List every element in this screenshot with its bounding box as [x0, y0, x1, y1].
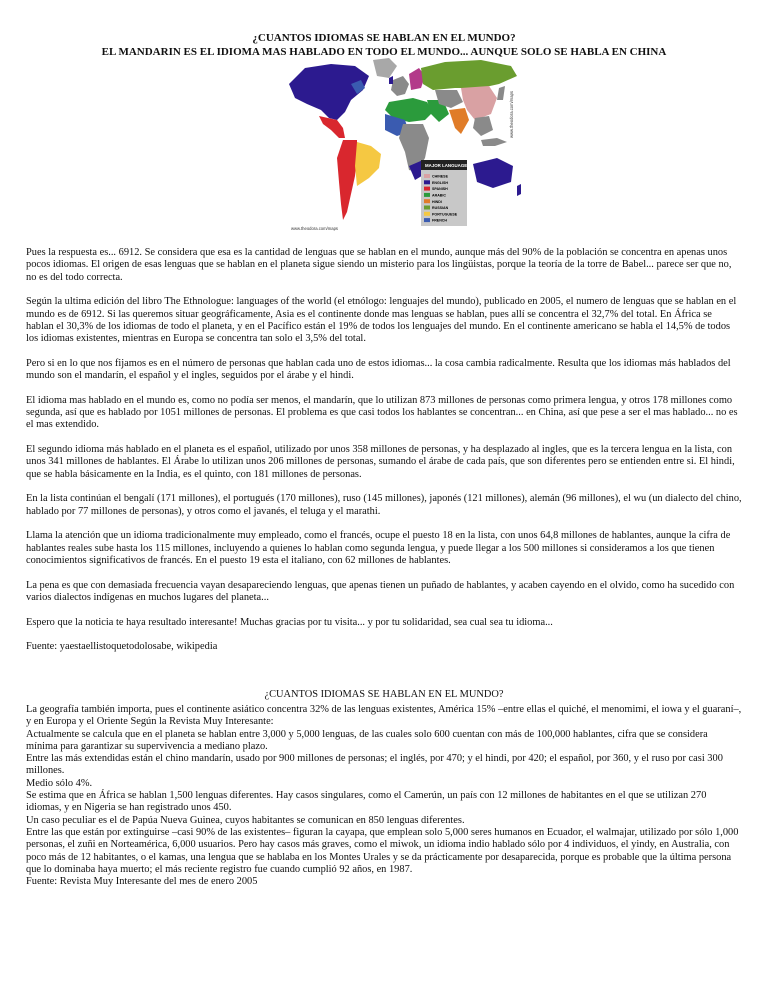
legend-swatch [424, 212, 430, 216]
legend-label: CHINESE [432, 174, 448, 179]
section2-line-6: Un caso peculiar es el de Papúa Nueva Guinea, cuyos habitantes se comunican en 850 lenguas diferentes. [26, 814, 465, 826]
map-legend [421, 160, 470, 226]
map-credit: www.theodora.com/maps [291, 226, 339, 231]
section2-line-4: Medio sólo 4%. [26, 777, 93, 789]
paragraph-1: Pues la respuesta es... 6912. Se considera que esa es la cantidad de lenguas que se hablan en el mundo, aunque más del 90% de la población se concentra en apenas unos pocos idiomas. El origen de esas lenguas que se hablan en el planeta sigue siendo un misterio para los lingüistas, porque la teoría de la torre de Babel... parece ser que no, no es del todo correcta. [26, 247, 732, 283]
section2-source: Fuente: Revista Muy Interesante del mes de enero 2005 [26, 876, 258, 888]
map-region-mexico [319, 116, 345, 138]
legend-swatch [424, 187, 430, 191]
map-region-brazil [355, 142, 381, 186]
paragraph-source: Fuente: yaestaellistoquetodolosabe, wikipedia [26, 641, 218, 653]
legend-swatch [424, 199, 430, 203]
legend-label: ARABIC [432, 193, 446, 198]
paragraph-7: Llama la atención que un idioma tradicionalmente muy empleado, como el francés, ocupe el puesto 18 en la lista, con unos 64,8 millones de hablantes, aunque la cifra de hablantes reales sube hasta los 115 millones, incluyendo a quienes lo hablan como segunda lengua, y puede llegar a los 500 millones si consideramos a los que tienen conocimientos significativos de francés. En el puesto 19 esta el italiano, con 62 millones de hablantes. [26, 530, 731, 566]
legend-swatch [424, 174, 430, 178]
map-region-japan [497, 86, 505, 100]
map-region-indonesia [481, 138, 507, 146]
paragraph-6: En la lista continúan el bengalí (171 millones), el portugués (170 millones), ruso (145 millones), japonés (121 millones), alemán (96 millones), el wu (un dialecto del chino, hablado por 77 millones de personas), y otros como el javanés, el teluga y el marathi. [26, 493, 742, 517]
legend-swatch [424, 206, 430, 210]
article-body [26, 247, 742, 666]
paragraph-4: El idioma mas hablado en el mundo es, como no podía ser menos, el mandarín, que lo utilizan 873 millones de personas como primera lengua, y otros 178 millones como segunda, así que es hablado por 1051 millones de personas. El problema es que casi todos los hablantes se concentran... en China, así que pese a ser el mas hablado... no es el mas extendido. [26, 394, 738, 431]
section2-line-7: Entre las que están por extinguirse –casi 90% de las existentes– figuran la cayapa, que emplean solo 5,000 seres humanos en Ecuador, el walmajar, utilizado por sólo 1,000 personas, el zuñi en Norteamérica, 6,000 usuarios. Pero hay casos más graves, como el miwok, un idioma indio hablado sólo por 4 individuos, el yindy, en Australia, con poco más de 12 habitantes, o el kamas, una lengua que se hablaba en los Montes Urales y se da prácticamente por desaparecida, porque es probable que la última persona que lo dominaba haya muerto; el más reciente registro fue cuando cumplió 92 años, en 1987. [26, 826, 739, 875]
legend-swatch [424, 193, 430, 197]
section2-line-1: La geografía también importa, pues el continente asiático concentra 32% de las lenguas existentes, América 15% –entre ellas el quiché, el menomimi, el iowa y el guaraní–, y en Europa y el Oriente Según la Revista Muy Interesante: [26, 704, 742, 728]
map-region-uk [389, 76, 393, 84]
legend-label: PORTUGUESE [432, 212, 458, 217]
legend-label: RUSSIAN [432, 206, 449, 211]
map-region-australia [473, 158, 513, 188]
legend-label: SPANISH [432, 187, 448, 192]
map-region-russia [421, 60, 517, 90]
map-side-credit: www.theodora.com/maps [509, 90, 514, 138]
legend-swatch [424, 180, 430, 184]
section2-line-3: Entre las más extendidas están el chino mandarín, usado por 900 millones de personas; el inglés, por 470; y el hindi, por 420; el español, por 360, y el ruso por casi 300 millones. [26, 753, 723, 777]
map-region-india [449, 108, 469, 134]
map-region-southeast-asia [473, 116, 493, 136]
world-language-map [285, 54, 525, 236]
world-map-graphic [285, 54, 525, 236]
paragraph-8: La pena es que con demasiada frecuencia vayan desapareciendo lenguas, que apenas tienen un puñado de hablantes, y acaben cayendo en el olvido, como ha sucedido con varios dialectos indígenas en muchos lugares del planeta... [26, 579, 735, 603]
paragraph-9: Espero que la noticia te haya resultado interesante! Muchas gracias por tu visita... y por tu solidaridad, sea cual sea tu idioma... [26, 616, 553, 628]
legend-label: FRENCH [432, 218, 447, 223]
map-region-west-europe [391, 76, 409, 96]
section2-line-2: Actualmente se calcula que en el planeta se hablan entre 3,000 y 5,000 lenguas, de las cuales solo 600 cuentan con más de 100,000 hablantes, cifra que se considera mínima para garantizar su supervivencia a mediano plazo. [26, 728, 708, 752]
paragraph-5: El segundo idioma más hablado en el planeta es el español, utilizado por unos 358 millones de personas, y ha desplazado al ingles, que es la tercera lengua en la lista, con unos 341 millones de hablantes. El Árabe lo utilizan unos 206 millones de personas, sumando el árabe de cada país, que son diferentes pero se entienden entre si. El hindi, que se habla básicamente en la India, es el quinto, con 181 millones de personas. [26, 444, 735, 480]
section2-title: ¿CUANTOS IDIOMAS SE HABLAN EN EL MUNDO? [264, 689, 504, 700]
map-region-south-america-spanish [337, 140, 357, 220]
page-subtitle: EL MANDARIN ES EL IDIOMA MAS HABLADO EN TODO EL MUNDO... AUNQUE SOLO SE HABLA EN CHINA [101, 46, 667, 58]
section2-line-5: Se estima que en África se hablan 1,500 lenguas diferentes. Hay casos singulares, como el Camerún, un país con 12 millones de habitantes en el que se utilizan 270 idiomas, y en Nigeria se han registrado unos 450. [26, 790, 707, 814]
legend-swatch [424, 218, 430, 222]
page-title: ¿CUANTOS IDIOMAS SE HABLAN EN EL MUNDO? [252, 32, 516, 44]
paragraph-3: Pero si en lo que nos fijamos es en el número de personas que hablan cada uno de estos idiomas... la cosa cambia radicalmente. Resulta que los idiomas más hablados del mundo son el mandarín, el español y el ingles, seguidos por el árabe y el hindi. [26, 357, 731, 382]
paragraph-2: Según la ultima edición del libro The Ethnologue: languages of the world (el etnólogo: lenguajes del mundo), publicado en 2005, el numero de lenguas que se hablan en el mundo es de 6912. Si las queremos situar geográficamente, Asia es el continente donde mas lenguas se hablan, pues allí se concentra el 32,7% del total. En África se hablan el 30,3% de los idiomas de todo el planeta, y en el Pacífico están el 19% de todos los lenguajes del mundo. En el continente americano se habla el 14,5% de todos los idiomas existentes, mientras en Europa se concentra tan solo el 3,5% del total. [26, 296, 737, 345]
legend-label: HINDI [432, 199, 442, 204]
legend-label: ENGLISH [432, 180, 448, 185]
section2-body [26, 704, 742, 888]
map-region-new-zealand [517, 184, 521, 196]
legend-title: MAJOR LANGUAGES [425, 163, 471, 168]
map-region-greenland [373, 58, 397, 78]
